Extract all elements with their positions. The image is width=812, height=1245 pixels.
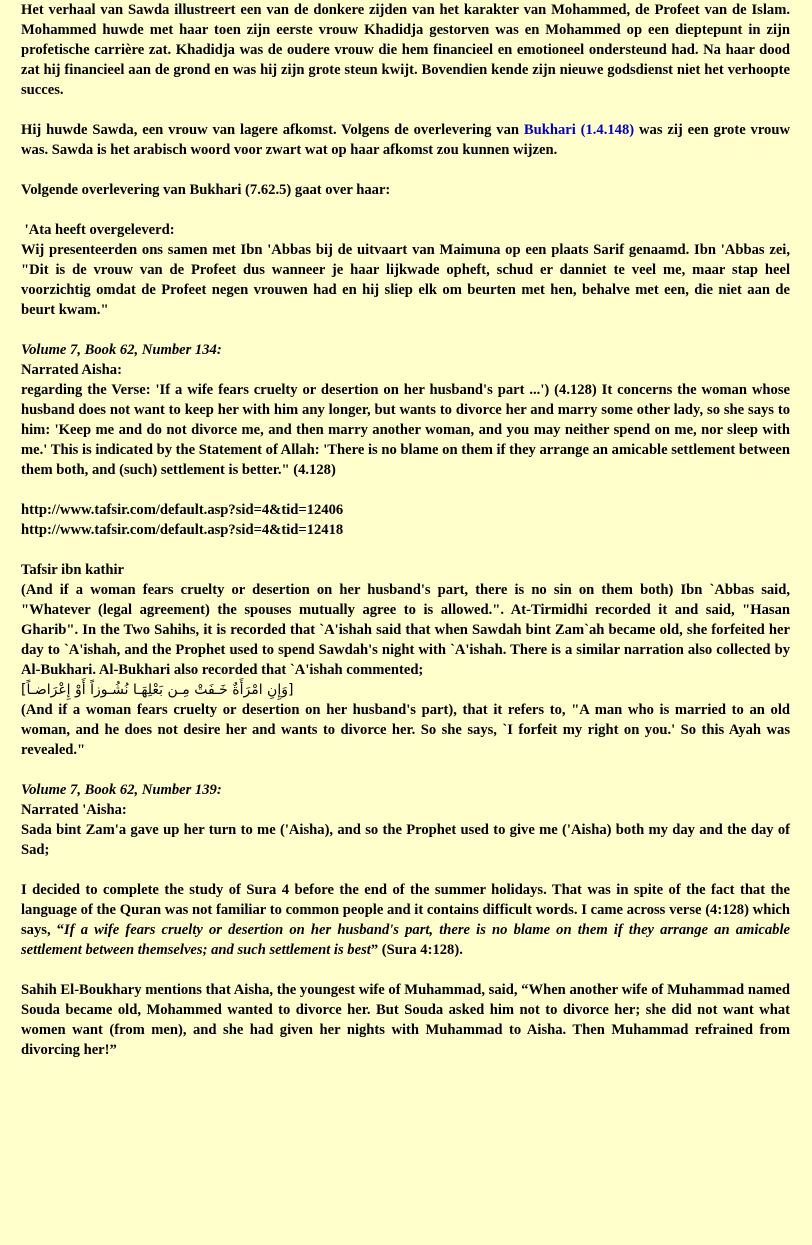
sawda-text-after: was zij een grote vrouw was. Sawda is het arabisch woord voor zwart wat op haar afkomst zou kunnen wijzen. [21, 122, 791, 158]
hadith-139-body: Sada bint Zam'a gave up her turn to me ('Aisha), and so the Prophet used to give me ('Aisha) both my day and the day of Sad; [21, 822, 790, 858]
tafsir-section [21, 560, 790, 760]
bukhari-link[interactable]: Bukhari (1.4.148) [523, 122, 635, 138]
tafsir-url-1: http://www.tafsir.com/default.asp?sid=4&tid=12406 [21, 502, 344, 518]
sura-text-before: I decided to complete the study of Sura 4 before the end of the summer holidays. That was in spite of the fact that the language of the Quran was not familiar to common people and it contains difficult words. I came across verse (4:128) which says, “ [21, 882, 790, 938]
ata-body: Wij presenteerden ons samen met Ibn 'Abbas bij de uitvaart van Maimuna op een plaats Sarif genaamd. Ibn 'Abbas zei, "Dit is de vrouw van de Profeet dus wanneer je haar lijkwade opheft, schud er danniet te veel me, maar stap heel voorzichtig omdat de Profeet negen vrouwen had en hij sliep elk om beurten met hen, behalve met een, die niet aan de beurt kwam." [21, 242, 790, 318]
ata-narration [21, 220, 790, 320]
boukhary-paragraph: Sahih El-Boukhary mentions that Aisha, the youngest wife of Muhammad, said, “When another wife of Muhammad named Souda became old, Mohammed wanted to divorce her. But Souda asked him not to divorce her; she did not want what women want (from men), and she had given her nights with Muhammad to Aisha. Then Muhammad refrained from divorcing her!” [21, 982, 790, 1058]
bukhari-intro: Volgende overlevering van Bukhari (7.62.5) gaat over haar: [21, 182, 391, 198]
hadith-139-title: Volume 7, Book 62, Number 139: [21, 782, 222, 798]
hadith-134-body: regarding the Verse: 'If a wife fears cruelty or desertion on her husband's part ...') (4.128) It concerns the woman whose husband does not want to keep her with him any longer, but wants to divorce her and marry some other lady, so she says to him: 'Keep me and do not divorce me, and then marry another woman, and you may neither spend on me, nor sleep with me.' This is indicated by the Statement of Allah: 'There is no blame on them if they arrange an amicable settlement between them both, and (such) settlement is better." (4.128) [21, 382, 790, 478]
hadith-134 [21, 340, 790, 480]
sura-quote: If a wife fears cruelty or desertion on her husband's part, there is no blame on them if they arrange an amicable settlement between themselves; and such settlement is best [21, 922, 790, 958]
tafsir-url-2: http://www.tafsir.com/default.asp?sid=4&tid=12418 [21, 522, 344, 538]
sura-study-paragraph [21, 880, 790, 960]
sura-text-after: ” (Sura 4:128). [370, 942, 463, 958]
tafsir-title: Tafsir ibn kathir [21, 562, 125, 578]
ata-heading: 'Ata heeft overgeleverd: [21, 222, 175, 238]
hadith-134-narrator: Narrated Aisha: [21, 362, 122, 378]
tafsir-body-2: (And if a woman fears cruelty or desertion on her husband's part), that it refers to, "A man who is married to an old woman, and he does not desire her and wants to divorce her. So she says, `I forfeit my right on you.' So this Ayah was revealed." [21, 702, 790, 758]
intro-paragraph: Het verhaal van Sawda illustreert een van de donkere zijden van het karakter van Mohammed, de Profeet van de Islam. Mohammed huwde met haar toen zijn eerste vrouw Khadidja gestorven was en Mohammed op een dieptepunt in zijn profetische carrière zat. Khadidja was de oudere vrouw die hem financieel en emotioneel ondersteund had. Na haar dood zat hij financieel aan de grond en was hij zijn grote steun kwijt. Bovendien kende zijn nieuwe godsdienst niet het verhoopte succes. [21, 2, 790, 98]
hadith-139 [21, 780, 790, 860]
tafsir-body: (And if a woman fears cruelty or desertion on her husband's part, there is no sin on them both) Ibn `Abbas said, "Whatever (legal agreement) the spouses mutually agree to is allowed.". At-Tirmidhi recorded it and said, "Hasan Gharib". In the Two Sahihs, it is recorded that `A'ishah said that when Sawdah bint Zam`ah became old, she forfeited her day to `A'ishah, and the Prophet used to spend Sawdah's night with `A'ishah. There is a similar narration also collected by Al-Bukhari. Al-Bukhari also recorded that `A'ishah commented; [21, 582, 790, 678]
arabic-verse: [وَإِنِ امْرَأَةٌ خَـفَتْ مِـن بَعْلِهَـا نُشُـوزاً أَوْ إِعْرَاضـاً] [21, 682, 294, 698]
hadith-139-narrator: Narrated 'Aisha: [21, 802, 127, 818]
sawda-paragraph [21, 120, 790, 160]
tafsir-urls [21, 500, 790, 540]
hadith-134-title: Volume 7, Book 62, Number 134: [21, 342, 222, 358]
sawda-text-before: Hij huwde Sawda, een vrouw van lagere afkomst. Volgens de overlevering van [21, 122, 524, 138]
